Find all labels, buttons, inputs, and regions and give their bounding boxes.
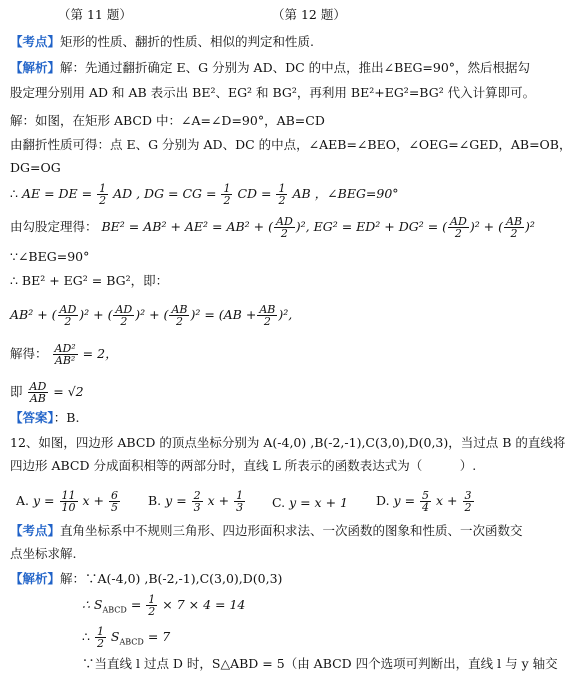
fraction: $\frac{AB}{2}$	[506, 215, 523, 240]
option-a[interactable]: A. y = $\frac{11}{10}$ x + $\frac{6}{5}$	[16, 489, 118, 514]
fraction: $\frac{1}{2}$	[223, 182, 231, 207]
expr: )²,	[278, 307, 293, 322]
q11-sol-1: 解：如图，在矩形 ABCD 中：∠A=∠D=90°，AB=CD	[10, 113, 325, 128]
expr: AE = DE =	[21, 186, 93, 201]
jiexi-text-2: 股定理分别用 AD 和 AB 表示出 BE²、EG² 和 BG²，再利用 BE²+EG²=BG² 代入计算即可。	[10, 85, 536, 100]
fraction: $\frac{AD}{2}$	[115, 303, 133, 328]
kaodian-tag: 【考点】	[10, 34, 61, 49]
jiexi-text-1: 解：先通过翻折确定 E、G 分别为 AD、DC 的中点，推出∠BEG=90°，然后根据勾	[60, 60, 531, 75]
q12-options	[10, 484, 509, 518]
fraction: $\frac{1}{2}$	[278, 182, 286, 207]
q11-jiexi-2	[10, 84, 536, 102]
q12-sol-1: ∴ $S_{ABCD}$ = $\frac{1}{2}$ × 7 × 4 = 14	[82, 593, 246, 618]
expr: AB ，∠BEG=90°	[292, 186, 399, 201]
caption-q12: （第 12 题）	[272, 7, 346, 22]
option-c[interactable]: C. y = x + 1	[272, 495, 348, 510]
expr: BE² = AB² + AE² = AB² + (	[101, 219, 273, 234]
expr: )² = (AB +	[190, 307, 257, 322]
q12-kaodian-2: 点坐标求解.	[10, 546, 77, 561]
jiexi-tag: 【解析】	[10, 60, 61, 75]
q11-jiexi-1	[10, 59, 531, 77]
expr: AB² + (	[10, 307, 57, 322]
fraction: $\frac{AD}{AB}$	[29, 380, 47, 405]
q11-answer	[10, 409, 509, 427]
fraction: $\frac{AB}{2}$	[171, 303, 188, 328]
kaodian-text-1: 直角坐标系中不规则三角形、四边形面积求法、一次函数的图象和性质、一次函数交	[60, 523, 523, 538]
kaodian-text: 矩形的性质、翻折的性质、相似的判定和性质.	[60, 34, 314, 49]
fraction: $\frac{AD}{2}$	[276, 215, 293, 240]
answer-text: ：B.	[53, 410, 80, 425]
expr: AD , DG = CG =	[113, 186, 217, 201]
q12-stem-1: 12、如图，四边形 ABCD 的顶点坐标分别为 A(-4,0) ,B(-2,-1),C(3,0),D(0,3)，当过点 B 的直线将	[10, 435, 566, 450]
answer-tag: 【答案】	[10, 410, 54, 425]
q11-sol-7: ∴ BE² + EG² = BG²，即：	[10, 273, 169, 288]
caption-q11: （第 11 题）	[58, 7, 132, 22]
expr: )² + (	[79, 307, 113, 322]
expr: = √2	[53, 384, 84, 399]
q11-sol-6: ∵∠BEG=90°	[10, 249, 90, 264]
option-b[interactable]: B. y = $\frac{2}{3}$ x + $\frac{1}{3}$	[148, 489, 244, 514]
q11-sol-3: DG=OG	[10, 160, 61, 175]
expr: )² + (	[469, 219, 503, 234]
q11-sol-10	[10, 381, 509, 404]
fraction: $\frac{AB}{2}$	[259, 303, 276, 328]
expr: CD =	[237, 186, 272, 201]
label: 解得：	[10, 346, 48, 361]
fraction: $\frac{AD}{2}$	[450, 215, 467, 240]
fraction: $\frac{1}{2}$	[99, 182, 107, 207]
jiexi-tag: 【解析】	[10, 571, 61, 586]
fraction: $\frac{\text{AD²}}{\text{AB²}}$	[54, 342, 76, 367]
q11-sol-5	[10, 215, 535, 240]
jiexi-text: 解：∵A(-4,0) ,B(-2,-1),C(3,0),D(0,3)	[60, 571, 283, 586]
label: 即	[10, 384, 23, 399]
kaodian-tag: 【考点】	[10, 523, 61, 538]
label: 由勾股定理得：	[10, 219, 98, 234]
q12-kaodian-1	[10, 522, 523, 540]
expr: = 2，	[82, 346, 118, 361]
q11-sol-4	[10, 183, 509, 206]
expr: )²	[525, 219, 535, 234]
q12-sol-2: ∴ $\frac{1}{2}$ $S_{ABCD} = 7$	[82, 625, 171, 650]
fraction: $\frac{AD}{2}$	[59, 303, 77, 328]
therefore-symbol: ∴	[10, 186, 18, 201]
q11-sol-2: 由翻折性质可得：点 E、G 分别为 AD、DC 的中点，∠AEB=∠BEO，∠OEG=∠GED，AB=OB，	[10, 137, 572, 152]
q12-stem-2: 四边形 ABCD 分成面积相等的两部分时，直线 L 所表示的函数表达式为（ ）.	[10, 458, 477, 473]
q12-jiexi	[10, 570, 509, 588]
q12-sol-3: ∵当直线 l 过点 D 时，S△ABD = 5（由 ABCD 四个选项可判断出，直线 l 与 y 轴交	[82, 656, 558, 671]
q11-sol-8	[10, 304, 509, 327]
q11-kaodian	[10, 33, 509, 51]
expr: )² + (	[135, 307, 169, 322]
expr: )², EG² = ED² + DG² = (	[295, 219, 448, 234]
option-d[interactable]: D. y = $\frac{5}{4}$ x + $\frac{3}{2}$	[376, 489, 472, 514]
q11-sol-9	[10, 343, 509, 366]
